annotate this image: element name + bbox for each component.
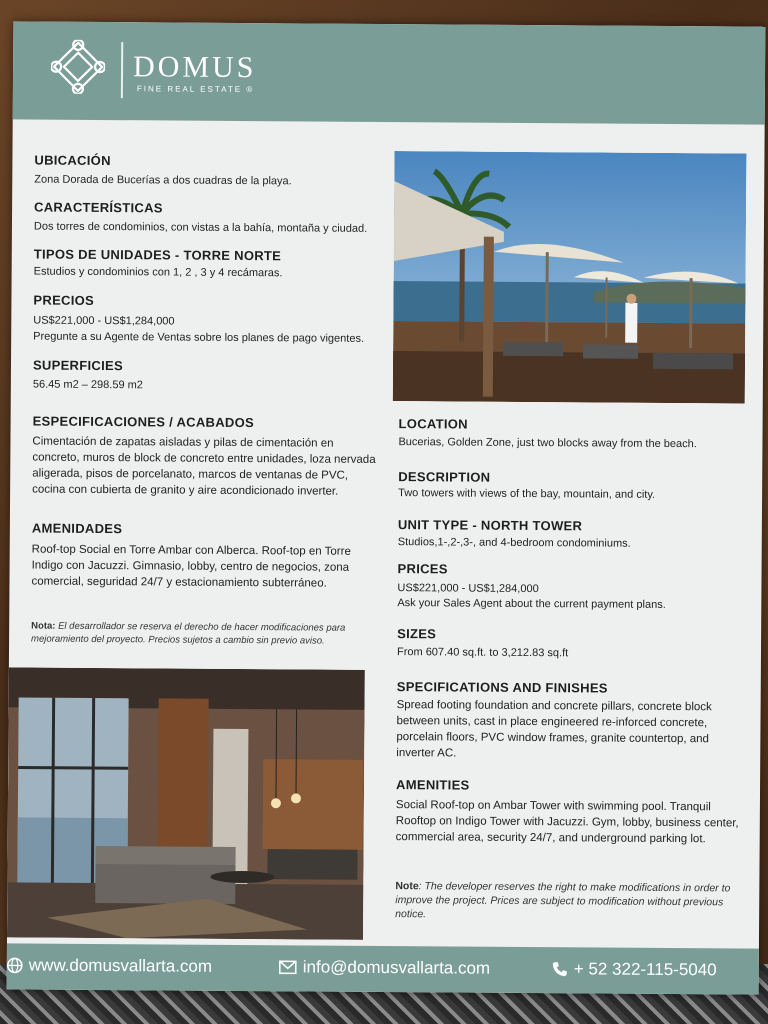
specifications-text: Spread footing foundation and concrete pillars, concrete block between units, cast in place engineered re-inforced concrete, porcelain floors, PVC window frames, granite countertop, and inverter AC. bbox=[396, 699, 712, 760]
prices-heading: PRICES bbox=[397, 561, 448, 577]
note-disclaimer bbox=[395, 879, 747, 923]
domus-logo-icon bbox=[51, 40, 105, 94]
amenities-text: Social Roof-top on Ambar Tower with swimming pool. Tranquil Rooftop on Indigo Tower with Jacuzzi. Gym, lobby, business center, commercial area, security 24/7, and underground parking lot. bbox=[395, 799, 739, 846]
amenities-heading: AMENITIES bbox=[396, 777, 470, 793]
nota-text: El desarrollador se reserva el derecho de hacer modificaciones para mejoramiento del proyecto. Precios sujetos a cambio sin previo aviso. bbox=[31, 620, 346, 647]
nota-disclaimer bbox=[31, 620, 381, 648]
note-text: : The developer reserves the right to make modifications in order to improve the project. Prices are subject to modification without previous notice. bbox=[395, 880, 731, 921]
precios-heading: PRECIOS bbox=[33, 292, 95, 308]
email-text: info@domusvallarta.com bbox=[302, 957, 491, 978]
sizes-heading: SIZES bbox=[397, 626, 437, 642]
unit-type-text: Studios,1-,2-,3-, and 4-bedroom condominiums. bbox=[397, 536, 631, 550]
rooftop-photo bbox=[393, 151, 747, 403]
precios-range: US$221,000 - US$1,284,000 bbox=[33, 314, 175, 328]
amenidades-heading: AMENIDADES bbox=[31, 520, 123, 537]
website-text: www.domusvallarta.com bbox=[28, 955, 213, 976]
prices-text: Ask your Sales Agent about the current payment plans. bbox=[397, 597, 666, 611]
superficies-text: 56.45 m2 – 298.59 m2 bbox=[32, 378, 143, 392]
specifications-heading: SPECIFICATIONS AND FINISHES bbox=[396, 679, 608, 696]
brand-name: DOMUS bbox=[132, 50, 257, 85]
ubicacion-heading: UBICACIÓN bbox=[34, 152, 111, 169]
interior-photo bbox=[7, 667, 365, 939]
unit-type-heading: UNIT TYPE - NORTH TOWER bbox=[397, 517, 583, 534]
location-heading: LOCATION bbox=[398, 416, 468, 432]
tipos-text: Estudios y condominios con 1, 2 , 3 y 4 recámaras. bbox=[33, 265, 283, 280]
prices-range: US$221,000 - US$1,284,000 bbox=[397, 582, 539, 596]
caracteristicas-text: Dos torres de condominios, con vistas a la bahía, montaña y ciudad. bbox=[33, 220, 368, 235]
brand-subtitle: FINE REAL ESTATE ® bbox=[136, 84, 255, 95]
header-band bbox=[13, 21, 766, 124]
precios-text: Pregunte a su Agente de Ventas sobre los planes de pago vigentes. bbox=[33, 330, 365, 345]
description-text: Two towers with views of the bay, mountain, and city. bbox=[398, 487, 656, 501]
note-label: Note bbox=[395, 880, 419, 893]
phone-link[interactable] bbox=[552, 959, 717, 980]
phone-text: + 52 322-115-5040 bbox=[573, 959, 717, 980]
description-heading: DESCRIPTION bbox=[398, 469, 491, 485]
email-link[interactable] bbox=[279, 957, 490, 978]
logo-divider bbox=[121, 42, 123, 98]
tipos-heading: TIPOS DE UNIDADES - TORRE NORTE bbox=[33, 246, 282, 264]
globe-icon bbox=[7, 957, 23, 973]
mail-icon bbox=[279, 960, 297, 974]
nota-label: Nota: bbox=[31, 620, 56, 632]
sizes-text: From 607.40 sq.ft. to 3,212.83 sq.ft bbox=[396, 646, 569, 660]
superficies-heading: SUPERFICIES bbox=[32, 357, 124, 374]
footer-band bbox=[7, 943, 759, 994]
amenidades-text: Roof-top Social en Torre Ambar con Alberca. Roof-top en Torre Indigo con Jacuzzi. Gimnasio, lobby, centro de negocios, zona comercial, seguridad 24/7 y estacionamiento subterráneo. bbox=[31, 543, 351, 590]
phone-icon bbox=[552, 961, 568, 977]
website-link[interactable] bbox=[7, 955, 212, 976]
property-flyer bbox=[7, 21, 766, 994]
caracteristicas-heading: CARACTERÍSTICAS bbox=[34, 199, 163, 216]
especificaciones-text: Cimentación de zapatas aisladas y pilas de cimentación en concreto, muros de block de concreto entre unidades, loza nervada aligerada, pisos de porcelanato, marcos de ventanas de PVC, cocina con cubierta de granito y aire acondicionado inverter. bbox=[32, 435, 376, 498]
especificaciones-heading: ESPECIFICACIONES / ACABADOS bbox=[32, 413, 255, 431]
ubicacion-text: Zona Dorada de Bucerías a dos cuadras de la playa. bbox=[34, 173, 292, 188]
location-text: Bucerias, Golden Zone, just two blocks away from the beach. bbox=[398, 436, 697, 451]
